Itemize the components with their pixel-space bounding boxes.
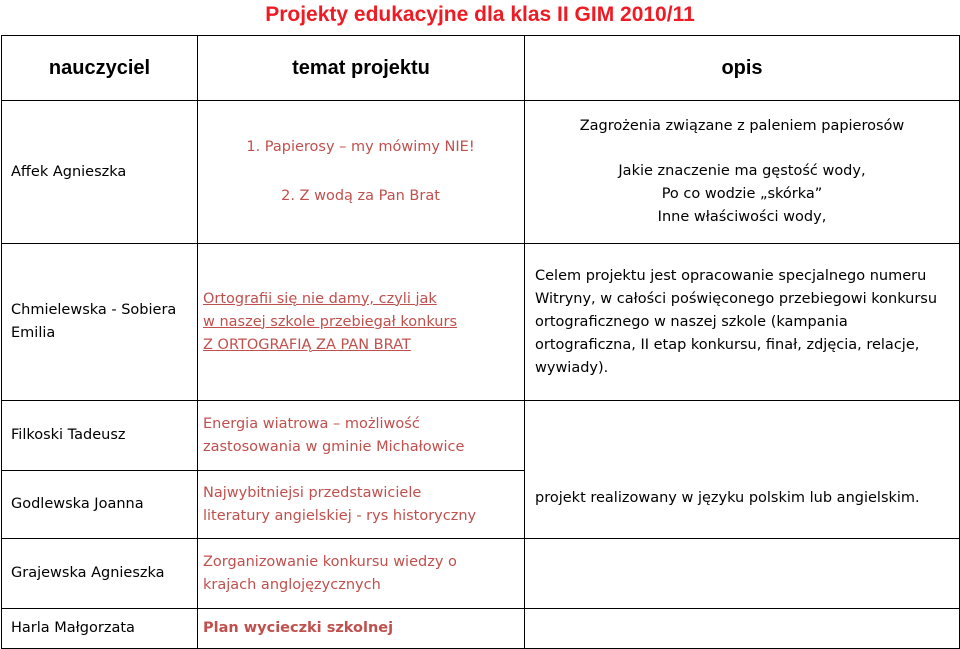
topic-line: Energia wiatrowa – możliwość xyxy=(203,415,420,432)
teacher-cell xyxy=(2,539,198,609)
description-line: Jakie znaczenie ma gęstość wody, xyxy=(618,163,866,179)
topic-cell xyxy=(198,401,525,471)
table-row xyxy=(2,401,960,471)
table-row xyxy=(2,539,960,609)
teacher-name: Grajewska Agnieszka xyxy=(11,565,165,581)
topic-line: w naszej szkole przebiegał konkurs xyxy=(203,313,458,330)
teacher-name: Harla Małgorzata xyxy=(11,620,135,636)
description-cell xyxy=(525,101,960,244)
teacher-name: Affek Agnieszka xyxy=(11,163,127,180)
description-line: Inne właściwości wody, xyxy=(657,209,827,225)
description-text: projekt realizowany w języku polskim lub angielskim. xyxy=(535,490,920,506)
topic-cell xyxy=(198,471,525,539)
topic-cell xyxy=(198,244,525,401)
topic-line: krajach anglojęzycznych xyxy=(203,576,381,593)
description-cell xyxy=(525,401,960,539)
page-title: Projekty edukacyjne dla klas II GIM 2010/11 xyxy=(265,3,695,26)
table-row xyxy=(2,244,960,401)
teacher-cell xyxy=(2,471,198,539)
teacher-cell xyxy=(2,609,198,649)
description-line: Zagrożenia związane z paleniem papierosów xyxy=(579,118,905,134)
description-cell xyxy=(525,609,960,649)
topic-line: Najwybitniejsi przedstawiciele xyxy=(203,484,422,501)
topic-line: Ortografii się nie damy, czyli jak xyxy=(203,290,437,307)
topic-cell xyxy=(198,101,525,244)
header-row xyxy=(2,36,960,101)
teacher-name: Filkoski Tadeusz xyxy=(11,427,126,443)
teacher-cell xyxy=(2,244,198,401)
description-line: Po co wodzie „skórka” xyxy=(661,186,823,202)
header-description: opis xyxy=(525,36,960,101)
teacher-cell xyxy=(2,401,198,471)
table-row xyxy=(2,609,960,649)
topic-cell xyxy=(198,609,525,649)
topic-item: 2. Z wodą za Pan Brat xyxy=(281,188,440,204)
description-cell xyxy=(525,244,960,401)
header-topic: temat projektu xyxy=(198,36,525,101)
teacher-cell xyxy=(2,101,198,244)
topic-cell xyxy=(198,539,525,609)
topic-line: Z ORTOGRAFIĄ ZA PAN BRAT xyxy=(203,336,411,353)
teacher-name: Godlewska Joanna xyxy=(11,496,144,512)
projects-table xyxy=(1,35,960,649)
description-text: Celem projektu jest opracowanie specjalnego numeru Witryny, w całości poświęconego przebiegowi konkursu ortograficznego w naszej szkole (kampania ortograficzna, II etap konkursu, finał, zdjęcia, relacje, wywiady). xyxy=(535,267,938,376)
topic-item: 1. Papierosy – my mówimy NIE! xyxy=(246,139,475,155)
table-row xyxy=(2,101,960,244)
description-cell xyxy=(525,539,960,609)
topic-line: Plan wycieczki szkolnej xyxy=(203,620,394,636)
topic-line: zastosowania w gminie Michałowice xyxy=(203,438,465,455)
teacher-name: Chmielewska - Sobiera Emilia xyxy=(11,302,177,341)
topic-line: literatury angielskiej - rys historyczny xyxy=(203,507,477,524)
header-teacher: nauczyciel xyxy=(2,36,198,101)
topic-line: Zorganizowanie konkursu wiedzy o xyxy=(203,553,457,570)
